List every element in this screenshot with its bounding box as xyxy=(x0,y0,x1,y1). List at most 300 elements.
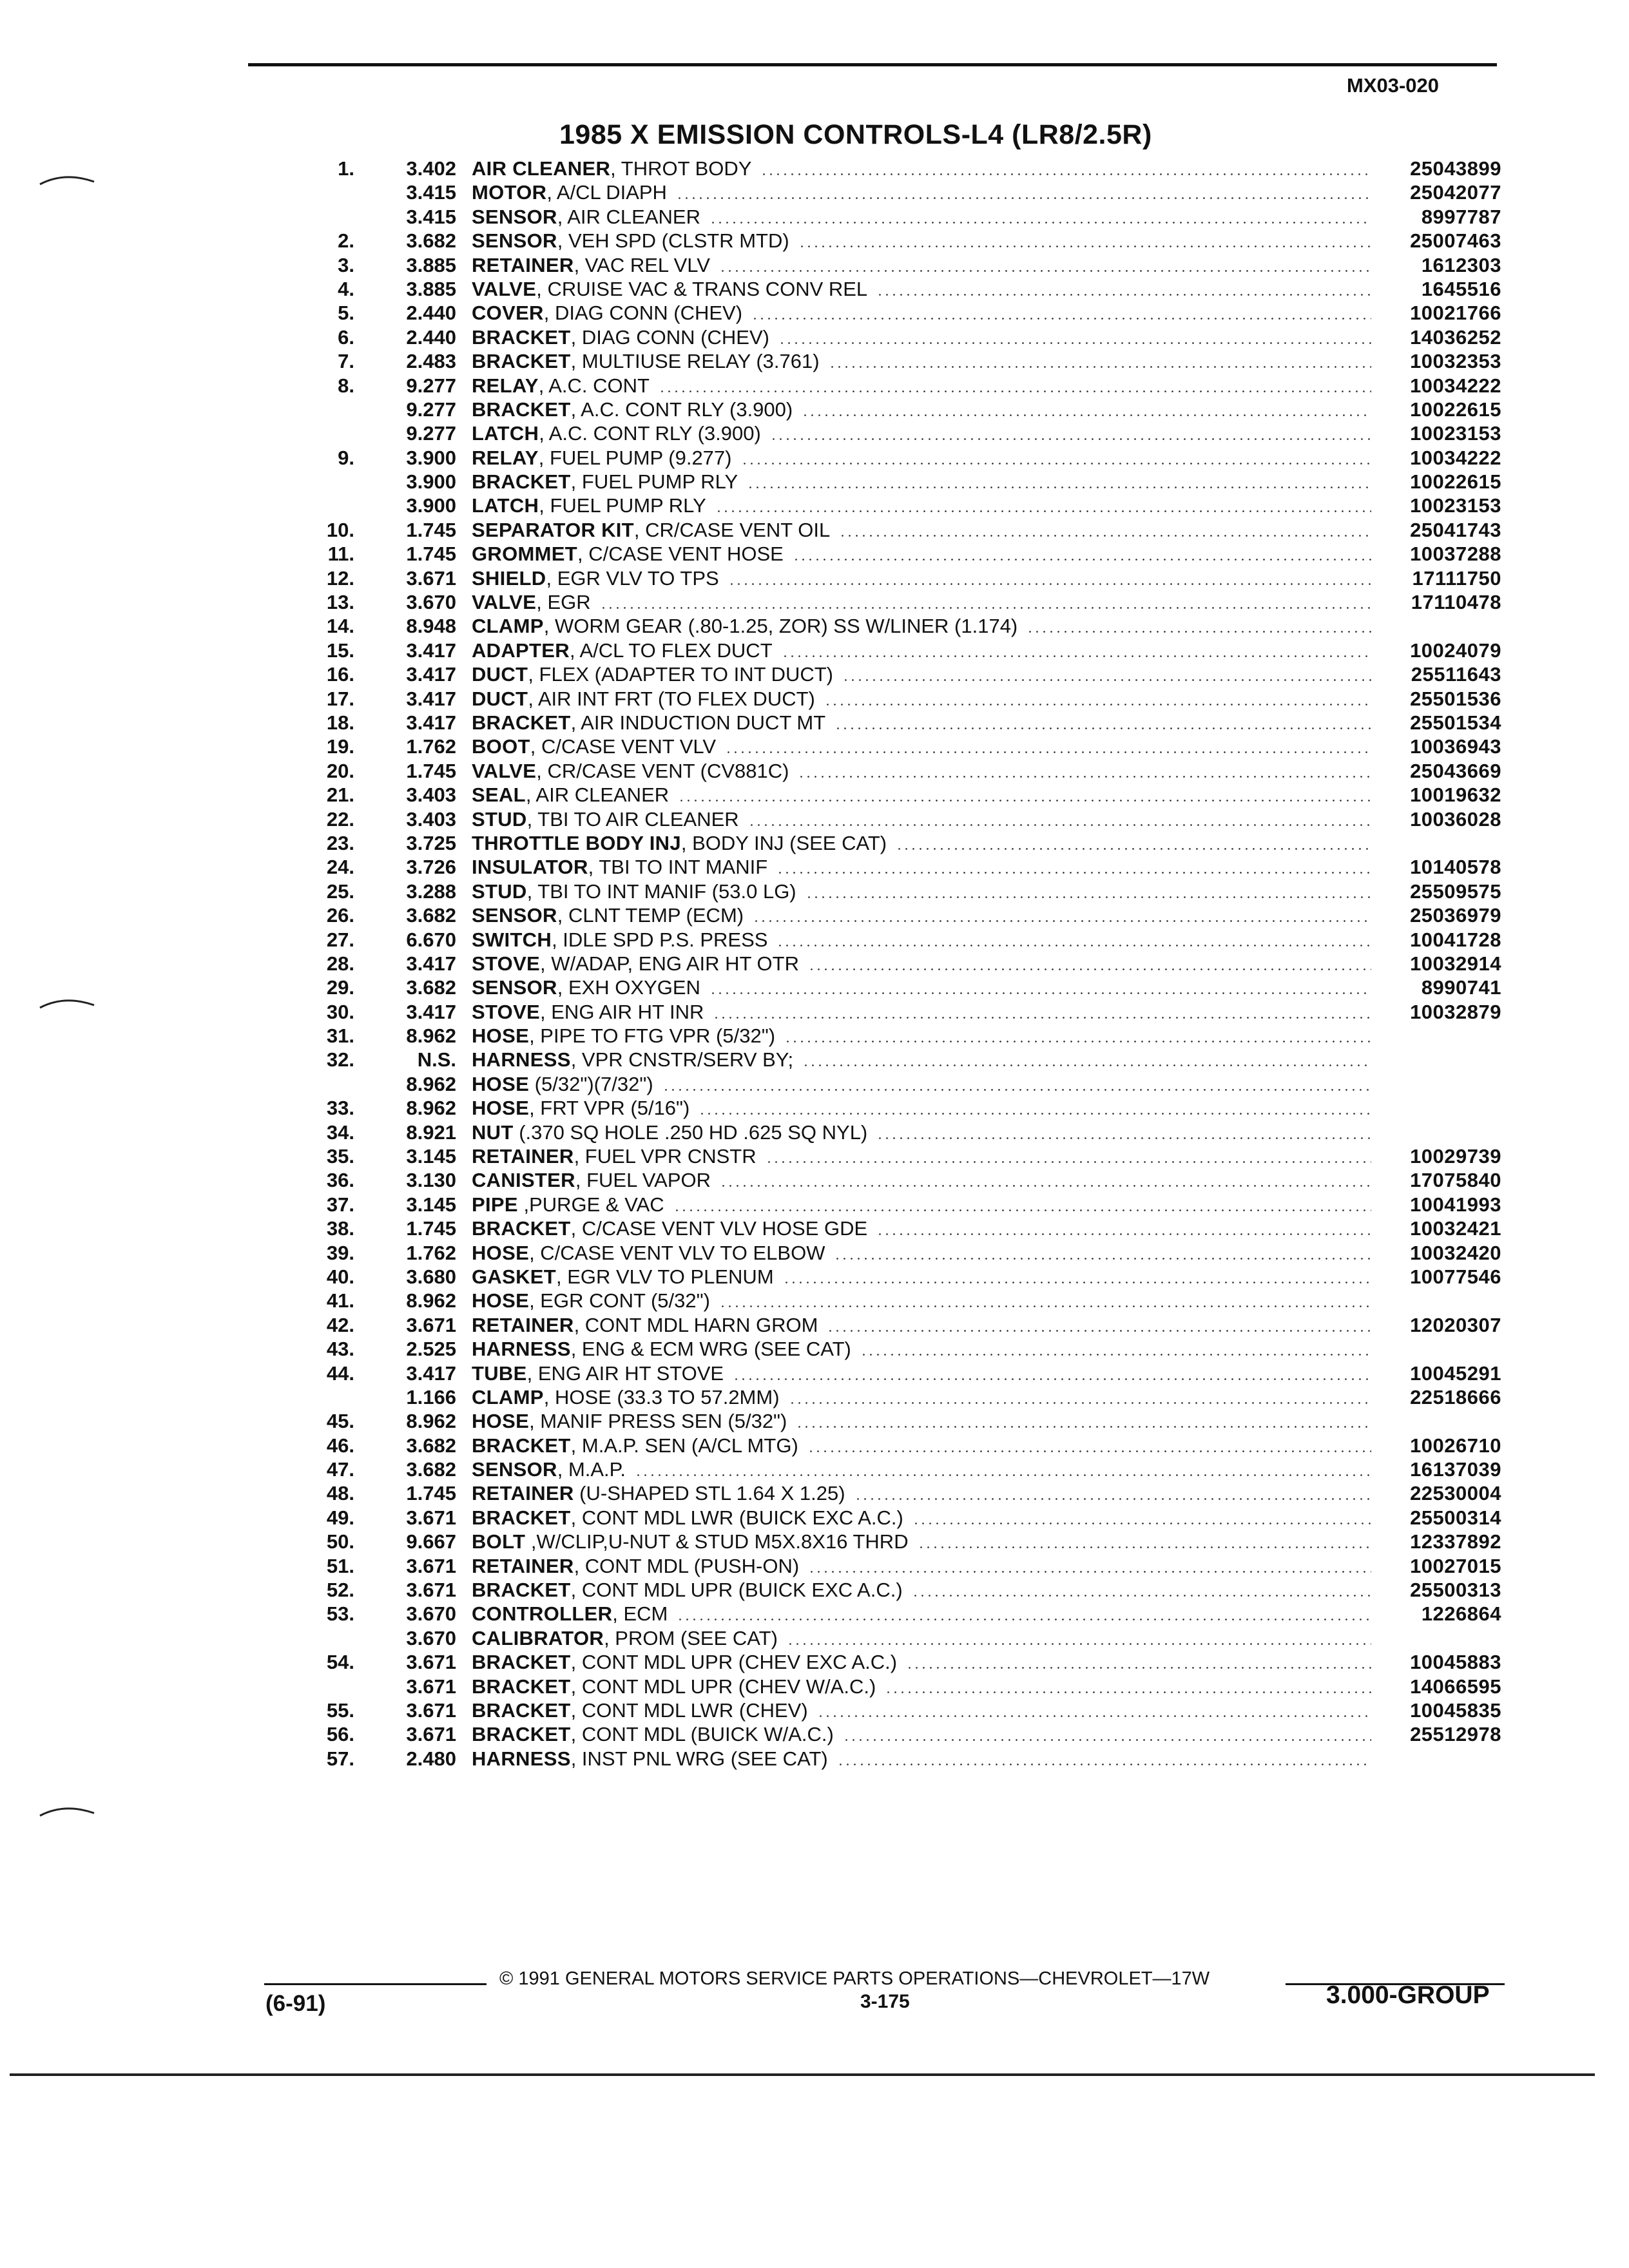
part-description xyxy=(472,1602,668,1626)
ref-number: 24. xyxy=(326,856,354,879)
ref-number: 4. xyxy=(338,277,354,300)
dot-leader xyxy=(807,1450,1371,1452)
part-name: BRACKET xyxy=(472,1434,571,1457)
part-detail: , TBI TO INT MANIF (53.0 LG) xyxy=(526,879,796,903)
parts-row xyxy=(0,1530,1629,1553)
group-number: 3.726 xyxy=(406,856,456,879)
parts-row xyxy=(0,928,1629,952)
part-name: MOTOR xyxy=(472,181,547,204)
dot-leader xyxy=(808,968,1371,970)
dot-leader xyxy=(659,390,1371,392)
group-number: 3.130 xyxy=(406,1169,456,1192)
group-number: 8.962 xyxy=(406,1097,456,1120)
part-detail: , CONT MDL UPR (CHEV W/A.C.) xyxy=(570,1675,876,1698)
part-number: 17111750 xyxy=(1412,566,1501,590)
part-description xyxy=(472,277,867,301)
part-number: 10027015 xyxy=(1410,1554,1501,1577)
group-number: 3.417 xyxy=(406,687,456,710)
part-number: 10045883 xyxy=(1410,1651,1501,1674)
part-number: 10019632 xyxy=(1410,783,1501,807)
part-number: 25041743 xyxy=(1410,518,1501,541)
ref-number: 32. xyxy=(326,1048,354,1072)
part-number: 25512978 xyxy=(1410,1723,1501,1746)
group-number: 8.921 xyxy=(406,1120,456,1144)
parts-row xyxy=(0,952,1629,975)
bottom-rule xyxy=(10,2073,1595,2076)
part-description xyxy=(472,903,744,927)
part-name: SENSOR xyxy=(472,229,557,253)
parts-row xyxy=(0,277,1629,301)
parts-row xyxy=(0,1578,1629,1602)
dot-leader xyxy=(824,704,1371,706)
dot-leader xyxy=(733,1378,1371,1380)
parts-row xyxy=(0,1506,1629,1530)
part-number: 10036943 xyxy=(1410,735,1501,758)
group-number: 3.145 xyxy=(406,1193,456,1216)
part-name: ADAPTER xyxy=(472,639,570,662)
part-name: STOVE xyxy=(472,952,541,975)
part-detail: , A/CL DIAPH xyxy=(546,181,667,204)
part-description xyxy=(472,1578,903,1602)
part-name: STUD xyxy=(472,879,527,903)
part-number: 25509575 xyxy=(1410,879,1501,903)
group-number: 3.885 xyxy=(406,277,456,300)
group-number: 3.682 xyxy=(406,1434,456,1457)
part-description xyxy=(472,1000,704,1024)
parts-row xyxy=(0,1193,1629,1216)
dot-leader xyxy=(805,896,1371,898)
part-name: HARNESS xyxy=(472,1048,571,1072)
part-detail: , MANIF PRESS SEN (5/32") xyxy=(529,1410,787,1433)
parts-row xyxy=(0,1144,1629,1168)
parts-row xyxy=(0,1361,1629,1385)
part-number: 25500313 xyxy=(1410,1579,1501,1602)
parts-row xyxy=(0,1120,1629,1144)
part-number: 10037288 xyxy=(1410,543,1501,566)
group-number: 3.403 xyxy=(406,807,456,831)
ref-number: 48. xyxy=(326,1482,354,1505)
dot-leader xyxy=(834,1258,1371,1260)
dot-leader xyxy=(751,318,1371,320)
dot-leader xyxy=(793,559,1371,561)
part-detail: , EGR VLV TO PLENUM xyxy=(555,1265,774,1288)
ref-number: 29. xyxy=(326,976,354,999)
part-number: 12020307 xyxy=(1410,1313,1501,1336)
part-description xyxy=(472,518,830,542)
part-name: RETAINER xyxy=(472,1554,574,1577)
group-number: 8.962 xyxy=(406,1024,456,1048)
part-description xyxy=(472,590,591,614)
part-description xyxy=(472,711,825,735)
group-number: 3.417 xyxy=(406,952,456,975)
ref-number: 40. xyxy=(326,1265,354,1288)
part-detail: , ENG AIR HT STOVE xyxy=(526,1361,724,1385)
part-number: 10045291 xyxy=(1410,1361,1501,1385)
ref-number: 34. xyxy=(326,1120,354,1144)
group-number: 3.900 xyxy=(406,494,456,517)
parts-row xyxy=(0,374,1629,398)
group-number: 1.166 xyxy=(406,1385,456,1408)
part-detail: , CONT MDL HARN GROM xyxy=(574,1313,818,1336)
ref-number: 20. xyxy=(326,759,354,782)
part-detail: , EXH OXYGEN xyxy=(557,976,700,999)
part-description xyxy=(472,1481,845,1505)
ref-number: 52. xyxy=(326,1579,354,1602)
dot-leader xyxy=(789,1402,1371,1404)
part-number: 25043669 xyxy=(1410,759,1501,782)
group-label: 3.000-GROUP xyxy=(1326,1981,1490,2009)
dot-leader xyxy=(635,1474,1371,1476)
ref-number: 17. xyxy=(326,687,354,710)
dot-leader xyxy=(748,824,1371,826)
ref-number: 11. xyxy=(327,543,354,566)
part-detail: ,W/CLIP,U-NUT & STUD M5X.8X16 THRD xyxy=(525,1530,909,1553)
part-name: SEPARATOR KIT xyxy=(472,518,634,541)
part-description xyxy=(472,807,739,831)
part-number: 10041728 xyxy=(1410,928,1501,951)
group-number: 3.725 xyxy=(406,831,456,854)
part-name: PIPE xyxy=(472,1193,518,1216)
ref-number: 49. xyxy=(326,1506,354,1529)
ref-number: 47. xyxy=(326,1458,354,1481)
ref-number: 23. xyxy=(326,831,354,854)
part-description xyxy=(472,1096,689,1120)
part-detail: , PIPE TO FTG VPR (5/32") xyxy=(529,1024,776,1048)
part-description xyxy=(472,1193,664,1216)
part-number: 1612303 xyxy=(1421,253,1501,276)
part-description xyxy=(472,1289,710,1312)
ref-number: 26. xyxy=(326,904,354,927)
part-description xyxy=(472,855,767,879)
part-number: 10034222 xyxy=(1410,374,1501,397)
part-name: SENSOR xyxy=(472,205,557,228)
parts-row xyxy=(0,1626,1629,1650)
part-description xyxy=(472,687,815,711)
dot-leader xyxy=(776,945,1371,947)
parts-row xyxy=(0,542,1629,566)
part-name: BRACKET xyxy=(472,1651,571,1674)
part-detail: , ENG AIR HT INR xyxy=(540,1000,704,1023)
part-name: VALVE xyxy=(472,277,537,300)
part-description xyxy=(472,566,719,590)
part-detail: , CONT MDL UPR (CHEV EXC A.C.) xyxy=(570,1651,898,1674)
part-number: 10077546 xyxy=(1410,1265,1501,1288)
part-name: SHIELD xyxy=(472,566,546,590)
part-description xyxy=(472,1554,799,1578)
part-detail: , WORM GEAR (.80-1.25, ZOR) SS W/LINER (1.174) xyxy=(543,615,1018,638)
part-number: 22530004 xyxy=(1410,1482,1501,1505)
group-number: 2.480 xyxy=(406,1747,456,1770)
part-number: 10032914 xyxy=(1410,952,1501,975)
part-detail: , DIAG CONN (CHEV) xyxy=(570,325,769,349)
dot-leader xyxy=(906,1667,1371,1669)
part-number: 10024079 xyxy=(1410,639,1501,662)
group-number: 3.417 xyxy=(406,1361,456,1385)
part-description xyxy=(472,180,667,204)
part-description xyxy=(472,1265,774,1289)
part-description xyxy=(472,975,700,999)
dot-leader xyxy=(719,270,1371,272)
part-detail: , VAC REL VLV xyxy=(574,253,710,276)
group-number: 3.415 xyxy=(406,181,456,204)
ref-number: 18. xyxy=(326,711,354,734)
parts-row xyxy=(0,421,1629,445)
part-number: 17110478 xyxy=(1411,591,1501,614)
parts-row xyxy=(0,1554,1629,1578)
part-description xyxy=(472,1530,909,1553)
parts-row xyxy=(0,470,1629,494)
group-number: 3.671 xyxy=(406,1506,456,1529)
part-detail: (5/32")(7/32") xyxy=(529,1072,653,1095)
parts-row xyxy=(0,1241,1629,1265)
part-description xyxy=(472,1650,897,1674)
parts-row xyxy=(0,1698,1629,1722)
part-name: STOVE xyxy=(472,1000,541,1023)
dot-leader xyxy=(854,1498,1371,1500)
parts-row xyxy=(0,1747,1629,1771)
dot-leader xyxy=(1027,631,1371,633)
group-number: 1.745 xyxy=(406,518,456,541)
part-number: 10041993 xyxy=(1410,1193,1501,1216)
dot-leader xyxy=(747,486,1371,488)
footer-rule-left xyxy=(264,1983,487,1985)
ref-number: 19. xyxy=(326,735,354,758)
parts-row xyxy=(0,1602,1629,1626)
part-description xyxy=(472,301,742,325)
part-description xyxy=(472,1434,798,1457)
part-description xyxy=(472,759,789,783)
parts-row xyxy=(0,1216,1629,1240)
group-number: 3.288 xyxy=(406,879,456,903)
ref-number: 8. xyxy=(338,374,354,397)
group-number: 2.440 xyxy=(406,325,456,349)
dot-leader xyxy=(834,727,1371,729)
dot-leader xyxy=(720,1185,1371,1187)
dot-leader xyxy=(600,607,1371,609)
part-detail: , FUEL PUMP RLY xyxy=(539,494,706,517)
part-name: SENSOR xyxy=(472,1458,557,1481)
part-description xyxy=(472,205,700,229)
part-number: 25042077 xyxy=(1410,181,1501,204)
dot-leader xyxy=(876,294,1371,296)
part-detail: , FUEL VPR CNSTR xyxy=(574,1145,757,1168)
part-detail: , IDLE SPD P.S. PRESS xyxy=(552,928,768,951)
copyright-notice: © 1991 GENERAL MOTORS SERVICE PARTS OPERATIONS—CHEVROLET—17W xyxy=(499,1968,1210,1989)
group-number: 3.415 xyxy=(406,205,456,228)
part-number: 14036252 xyxy=(1410,325,1501,349)
part-name: LATCH xyxy=(472,422,539,445)
dot-leader xyxy=(776,872,1371,874)
part-number: 10036028 xyxy=(1410,807,1501,831)
dot-leader xyxy=(725,751,1371,753)
group-number: 3.671 xyxy=(406,1579,456,1602)
part-number: 22518666 xyxy=(1410,1385,1501,1408)
dot-leader xyxy=(817,1715,1371,1717)
part-name: BRACKET xyxy=(472,1579,571,1602)
ref-number: 53. xyxy=(326,1602,354,1626)
parts-list xyxy=(0,157,1629,1771)
dot-leader xyxy=(896,848,1371,850)
part-number: 10021766 xyxy=(1410,302,1501,325)
group-number: 3.417 xyxy=(406,1000,456,1023)
dot-leader xyxy=(678,800,1371,802)
part-detail: , TBI TO INT MANIF xyxy=(588,856,768,879)
part-description xyxy=(472,349,820,373)
part-number: 25043899 xyxy=(1410,157,1501,180)
part-description xyxy=(472,1120,867,1144)
group-number: 9.667 xyxy=(406,1530,456,1553)
parts-row xyxy=(0,807,1629,831)
ref-number: 13. xyxy=(326,591,354,614)
ref-number: 22. xyxy=(326,807,354,831)
ref-number: 21. xyxy=(326,783,354,807)
group-number: 3.671 xyxy=(406,1651,456,1674)
dot-leader xyxy=(741,463,1371,465)
dot-leader xyxy=(912,1523,1371,1524)
part-description xyxy=(472,157,751,180)
part-description xyxy=(472,1675,876,1698)
part-detail: , VPR CNSTR/SERV BY; xyxy=(570,1048,794,1072)
group-number: N.S. xyxy=(417,1048,456,1072)
part-detail: , EGR CONT (5/32") xyxy=(529,1289,710,1312)
part-name: HOSE xyxy=(472,1289,530,1312)
part-name: BRACKET xyxy=(472,470,571,494)
parts-row xyxy=(0,639,1629,662)
group-number: 1.745 xyxy=(406,543,456,566)
part-number: 10034222 xyxy=(1410,446,1501,469)
part-name: BRACKET xyxy=(472,1217,571,1240)
part-description xyxy=(472,325,769,349)
ref-number: 33. xyxy=(326,1097,354,1120)
part-detail: , CONT MDL UPR (BUICK EXC A.C.) xyxy=(570,1579,903,1602)
part-number: 10140578 xyxy=(1410,856,1501,879)
ref-number: 10. xyxy=(326,518,354,541)
parts-row xyxy=(0,711,1629,735)
parts-row xyxy=(0,1650,1629,1674)
part-detail: , AIR CLEANER xyxy=(557,205,700,228)
group-number: 3.145 xyxy=(406,1145,456,1168)
parts-row xyxy=(0,855,1629,879)
group-number: 3.670 xyxy=(406,1602,456,1626)
part-number: 17075840 xyxy=(1410,1169,1501,1192)
ref-number: 45. xyxy=(326,1410,354,1433)
dot-leader xyxy=(798,776,1371,778)
dot-leader xyxy=(753,920,1371,922)
part-name: HOSE xyxy=(472,1024,530,1048)
parts-row xyxy=(0,1457,1629,1481)
ref-number: 9. xyxy=(338,446,354,469)
parts-row xyxy=(0,1434,1629,1457)
ref-number: 46. xyxy=(326,1434,354,1457)
part-name: DUCT xyxy=(472,687,528,710)
group-number: 3.670 xyxy=(406,591,456,614)
part-description xyxy=(472,1313,818,1337)
part-description xyxy=(472,421,761,445)
catalog-code: MX03-020 xyxy=(1347,74,1440,97)
group-number: 3.682 xyxy=(406,229,456,253)
part-detail: , CONT MDL LWR (BUICK EXC A.C.) xyxy=(570,1506,903,1529)
part-name: HOSE xyxy=(472,1410,530,1433)
dot-leader xyxy=(699,1113,1371,1115)
group-number: 8.962 xyxy=(406,1072,456,1095)
parts-row xyxy=(0,735,1629,758)
ref-number: 1. xyxy=(338,157,354,180)
part-name: RELAY xyxy=(472,374,539,397)
part-description xyxy=(472,1409,787,1433)
part-number: 25500314 xyxy=(1410,1506,1501,1529)
part-number: 25036979 xyxy=(1410,904,1501,927)
part-detail: , A.C. CONT RLY (3.900) xyxy=(570,398,793,421)
group-number: 2.525 xyxy=(406,1338,456,1361)
group-number: 9.277 xyxy=(406,374,456,397)
parts-row xyxy=(0,398,1629,421)
group-number: 1.762 xyxy=(406,735,456,758)
part-number: 10023153 xyxy=(1410,494,1501,517)
dot-leader xyxy=(673,1209,1371,1211)
ref-number: 31. xyxy=(326,1024,354,1048)
part-detail: , FUEL PUMP (9.277) xyxy=(538,446,732,469)
ref-number: 37. xyxy=(326,1193,354,1216)
parts-row xyxy=(0,1000,1629,1024)
part-name: VALVE xyxy=(472,591,537,614)
part-detail: , PROM (SEE CAT) xyxy=(604,1626,778,1649)
part-number: 10026710 xyxy=(1410,1434,1501,1457)
group-number: 3.671 xyxy=(406,1675,456,1698)
dot-leader xyxy=(839,535,1371,537)
group-number: 3.671 xyxy=(406,566,456,590)
part-name: INSULATOR xyxy=(472,856,588,879)
group-number: 3.417 xyxy=(406,711,456,734)
group-number: 3.885 xyxy=(406,253,456,276)
parts-row xyxy=(0,566,1629,590)
ref-number: 35. xyxy=(326,1145,354,1168)
part-description xyxy=(472,1144,757,1168)
part-detail: , EGR xyxy=(536,591,591,614)
part-name: TUBE xyxy=(472,1361,527,1385)
part-name: BRACKET xyxy=(472,1675,571,1698)
dot-leader xyxy=(715,510,1371,512)
part-name: SENSOR xyxy=(472,904,557,927)
part-name: VALVE xyxy=(472,759,537,782)
parts-row xyxy=(0,975,1629,999)
part-detail: , CONT MDL (BUICK W/A.C.) xyxy=(570,1723,834,1746)
part-description xyxy=(472,1506,903,1530)
group-number: 3.417 xyxy=(406,639,456,662)
part-description xyxy=(472,470,738,494)
part-description xyxy=(472,1722,834,1746)
dot-leader xyxy=(876,1233,1371,1235)
group-number: 8.948 xyxy=(406,615,456,638)
part-name: CLAMP xyxy=(472,615,544,638)
dot-leader xyxy=(918,1546,1371,1548)
group-number: 3.670 xyxy=(406,1626,456,1649)
part-description xyxy=(472,831,887,855)
part-name: SWITCH xyxy=(472,928,552,951)
parts-row xyxy=(0,1168,1629,1192)
part-number: 10032420 xyxy=(1410,1241,1501,1264)
parts-row xyxy=(0,180,1629,204)
group-number: 3.682 xyxy=(406,976,456,999)
group-number: 1.762 xyxy=(406,1241,456,1264)
part-description xyxy=(472,1337,851,1361)
ref-number: 54. xyxy=(326,1651,354,1674)
group-number: 9.277 xyxy=(406,422,456,445)
dot-leader xyxy=(782,655,1371,657)
parts-row xyxy=(0,518,1629,542)
part-name: SENSOR xyxy=(472,976,557,999)
part-name: BRACKET xyxy=(472,325,571,349)
parts-row xyxy=(0,157,1629,180)
